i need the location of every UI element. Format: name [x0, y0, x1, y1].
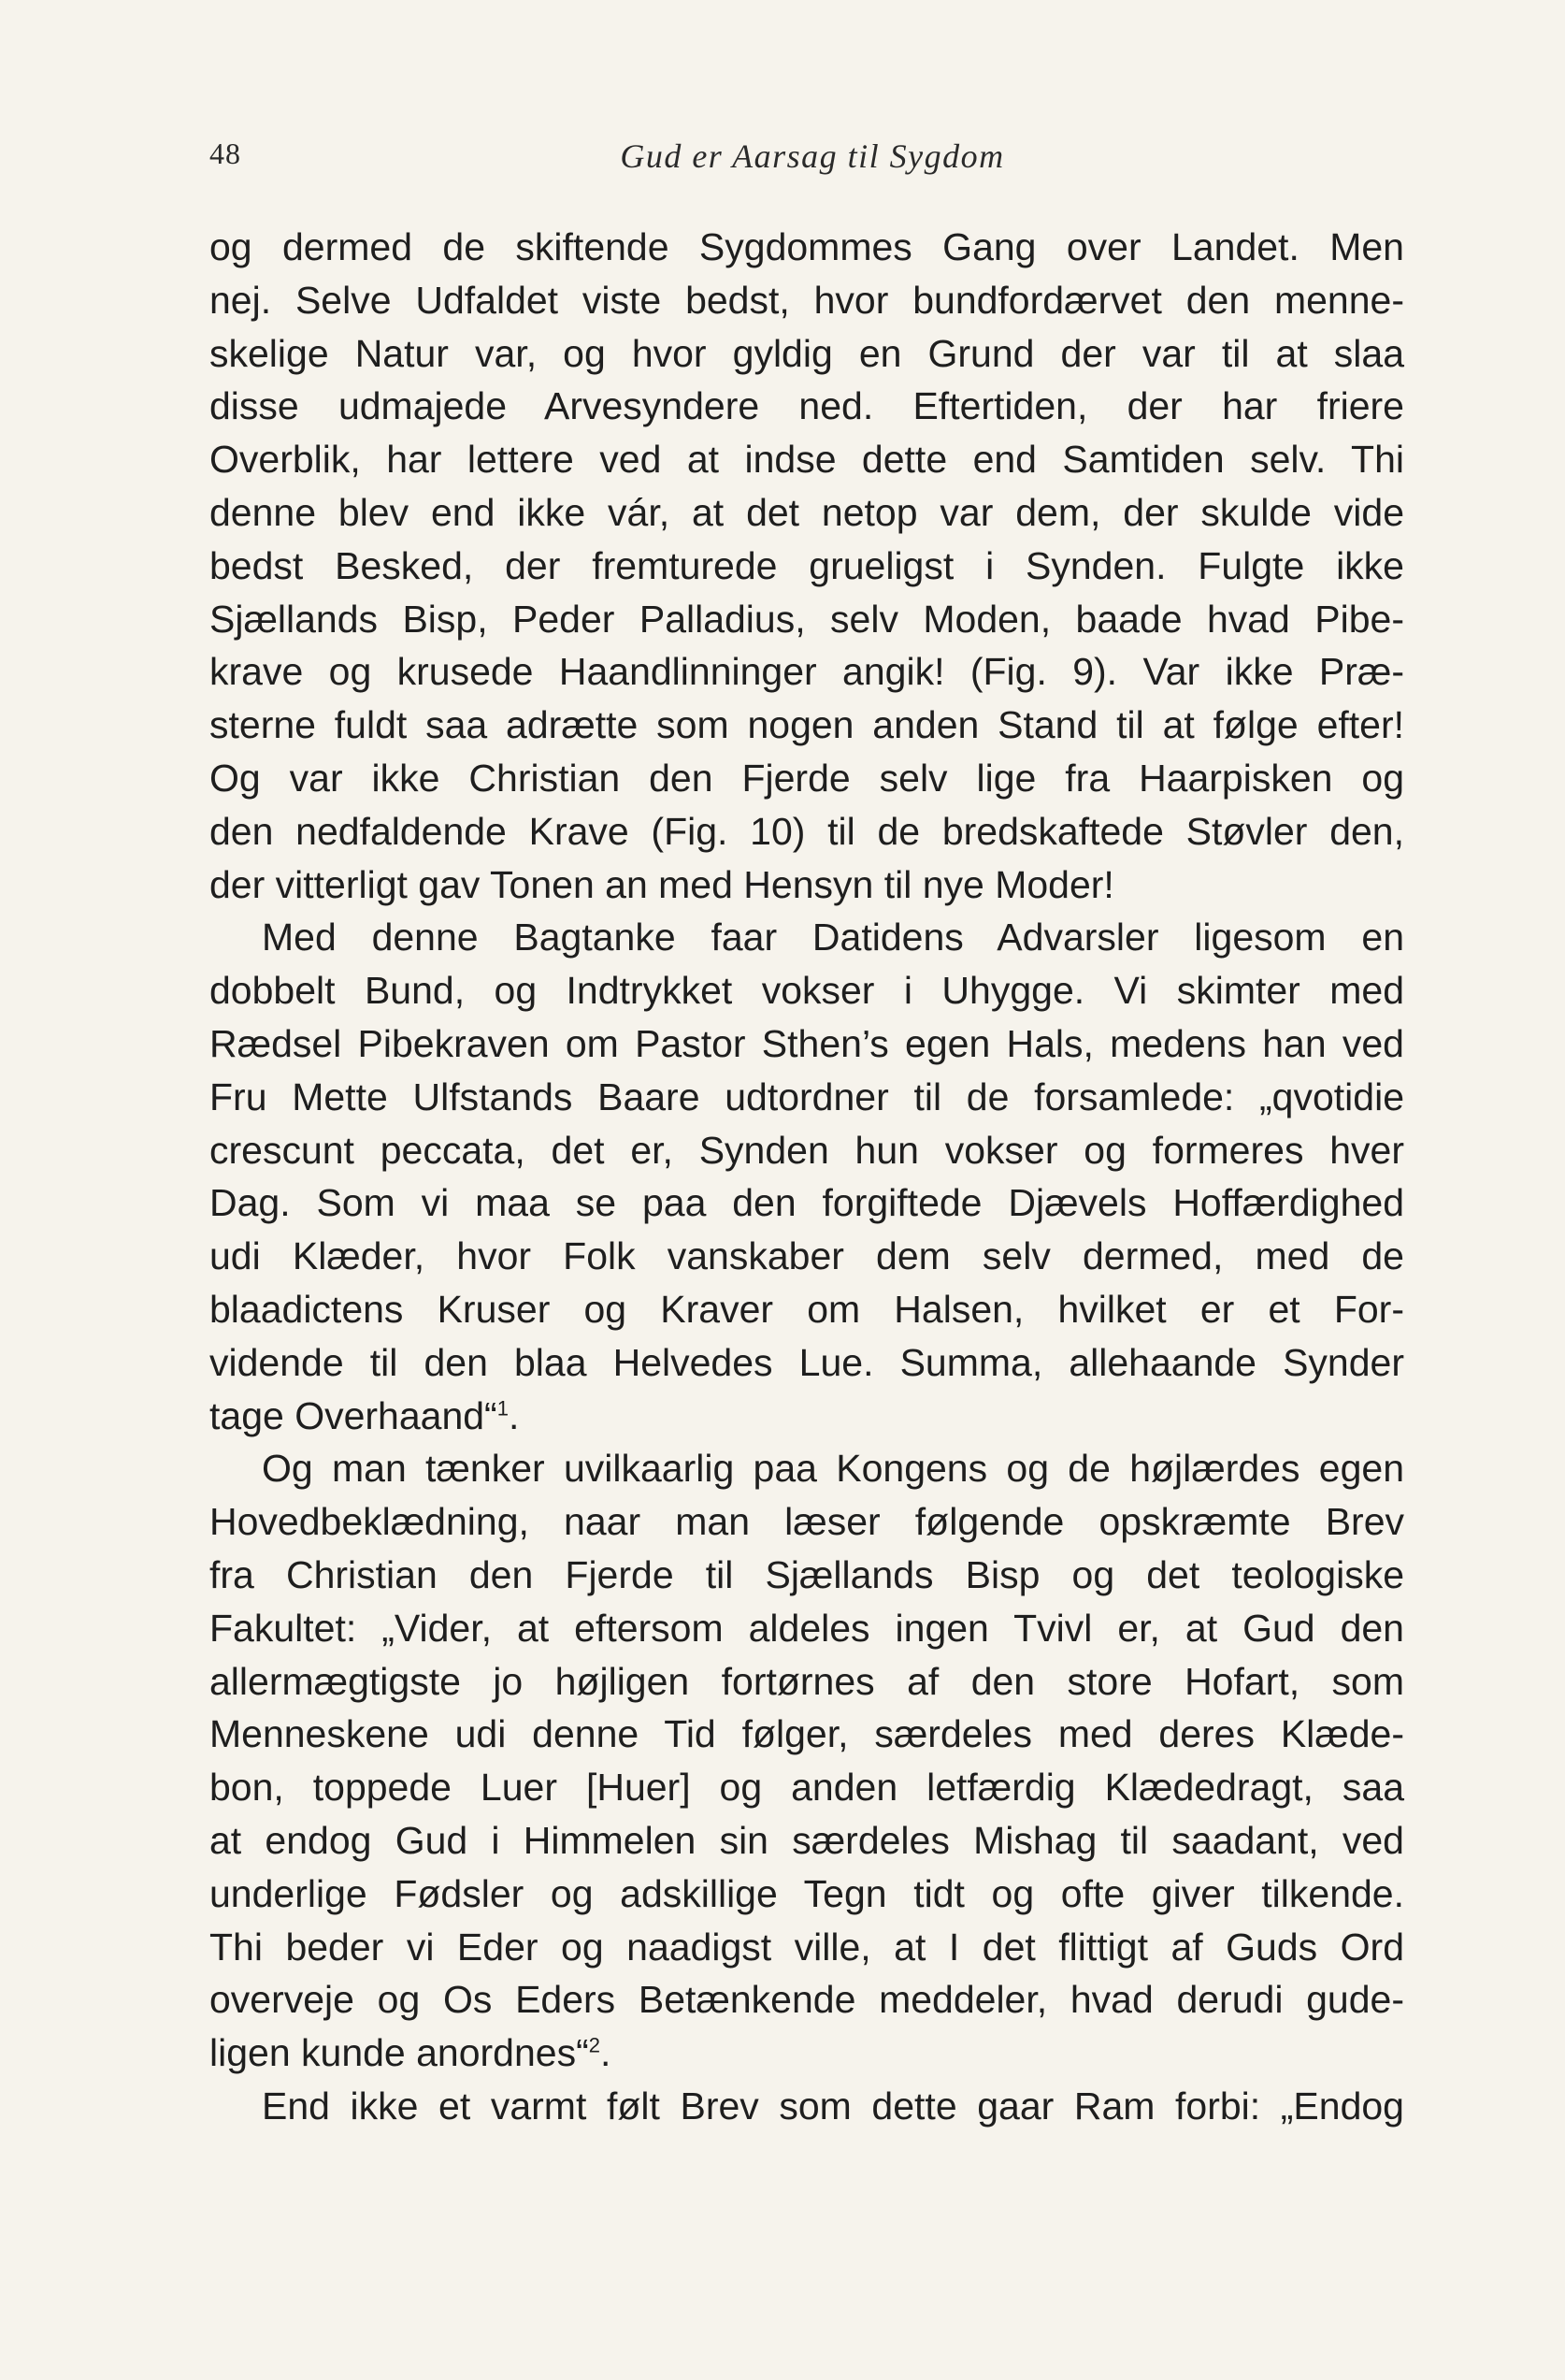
text-line: der vitterligt gav Tonen an med Hensyn til nye Moder! — [209, 862, 1114, 906]
running-title: Gud er Aarsag til Sygdom — [620, 137, 1005, 175]
text-line-with-footnote — [209, 2027, 1404, 2080]
text-line: Menneskene udi denne Tid følger, særdeles med deres Klæde- — [209, 1712, 1404, 1756]
line-tail: . — [508, 1393, 520, 1437]
text-line: Og man tænker uvilkaarlig paa Kongens og de højlærdes egen — [262, 1447, 1404, 1491]
text-line: End ikke et varmt følt Brev som dette gaar Ram forbi: „Endog — [262, 2084, 1404, 2128]
text-line: Thi beder vi Eder og naadigst ville, at I det flittigt af Guds Ord — [209, 1925, 1404, 1969]
body-text — [209, 221, 1404, 2133]
footnote-marker[interactable]: 1 — [496, 1395, 509, 1420]
page-number: 48 — [209, 137, 241, 170]
text-line: Fakultet: „Vider, at eftersom aldeles ingen Tvivl er, at Gud den — [209, 1606, 1404, 1650]
line-tail: . — [600, 2031, 611, 2075]
text-line: krave og krusede Haandlinninger angik! (Fig. 9). Var ikke Præ- — [209, 650, 1404, 694]
text-line: overveje og Os Eders Betænkende meddeler, hvad derudi gude- — [209, 1978, 1404, 2022]
text-line: sterne fuldt saa adrætte som nogen anden Stand til at følge efter! — [209, 703, 1404, 747]
text-line: blaadictens Kruser og Kraver om Halsen, hvilket er et For- — [209, 1287, 1404, 1331]
text-line: Og var ikke Christian den Fjerde selv lige fra Haarpisken og — [209, 756, 1404, 800]
text-line: Fru Mette Ulfstands Baare udtordner til de forsamlede: „qvotidie — [209, 1075, 1404, 1118]
text-line: bon, toppede Luer [Huer] og anden letfærdig Klædedragt, saa — [209, 1766, 1404, 1810]
text-line: disse udmajede Arvesyndere ned. Eftertiden, der har friere — [209, 384, 1404, 428]
line-text: tage Overhaand“ — [209, 1393, 497, 1437]
text-line: Med denne Bagtanke faar Datidens Advarsler ligesom en — [262, 916, 1404, 959]
text-line: vidende til den blaa Helvedes Lue. Summa, allehaande Synder — [209, 1340, 1404, 1384]
running-head — [209, 137, 1415, 183]
line-text: ligen kunde anordnes“ — [209, 2031, 589, 2075]
text-line: underlige Fødsler og adskillige Tegn tidt og ofte giver tilkende. — [209, 1871, 1404, 1915]
text-line: skelige Natur var, og hvor gyldig en Grund der var til at slaa — [209, 331, 1404, 375]
text-line: dobbelt Bund, og Indtrykket vokser i Uhygge. Vi skimter med — [209, 969, 1404, 1013]
text-line: crescunt peccata, det er, Synden hun vokser og formeres hver — [209, 1128, 1404, 1172]
text-line: fra Christian den Fjerde til Sjællands Bisp og det teologiske — [209, 1552, 1404, 1596]
text-line: nej. Selve Udfaldet viste bedst, hvor bundfordærvet den menne- — [209, 278, 1404, 322]
text-line: Hovedbeklædning, naar man læser følgende opskræmte Brev — [209, 1500, 1404, 1544]
text-line: og dermed de skiftende Sygdommes Gang over Landet. Men — [209, 225, 1404, 268]
text-line: bedst Besked, der fremturede grueligst i Synden. Fulgte ikke — [209, 543, 1404, 587]
text-line: allermægtigste jo højligen fortørnes af den store Hofart, som — [209, 1659, 1404, 1703]
text-line: udi Klæder, hvor Folk vanskaber dem selv dermed, med de — [209, 1234, 1404, 1278]
text-line: Overblik, har lettere ved at indse dette end Samtiden selv. Thi — [209, 438, 1404, 482]
text-line: Dag. Som vi maa se paa den forgiftede Djævels Hoffærdighed — [209, 1181, 1404, 1225]
text-line: den nedfaldende Krave (Fig. 10) til de bredskaftede Støvler den, — [209, 809, 1404, 853]
text-line: at endog Gud i Himmelen sin særdeles Mishag til saadant, ved — [209, 1818, 1404, 1862]
text-line: Sjællands Bisp, Peder Palladius, selv Moden, baade hvad Pibe- — [209, 597, 1404, 641]
text-line: Rædsel Pibekraven om Pastor Sthen’s egen Hals, medens han ved — [209, 1021, 1404, 1065]
text-line-with-footnote — [209, 1390, 1404, 1443]
footnote-marker[interactable]: 2 — [588, 2033, 600, 2057]
text-line: denne blev end ikke vár, at det netop var dem, der skulde vide — [209, 490, 1404, 534]
